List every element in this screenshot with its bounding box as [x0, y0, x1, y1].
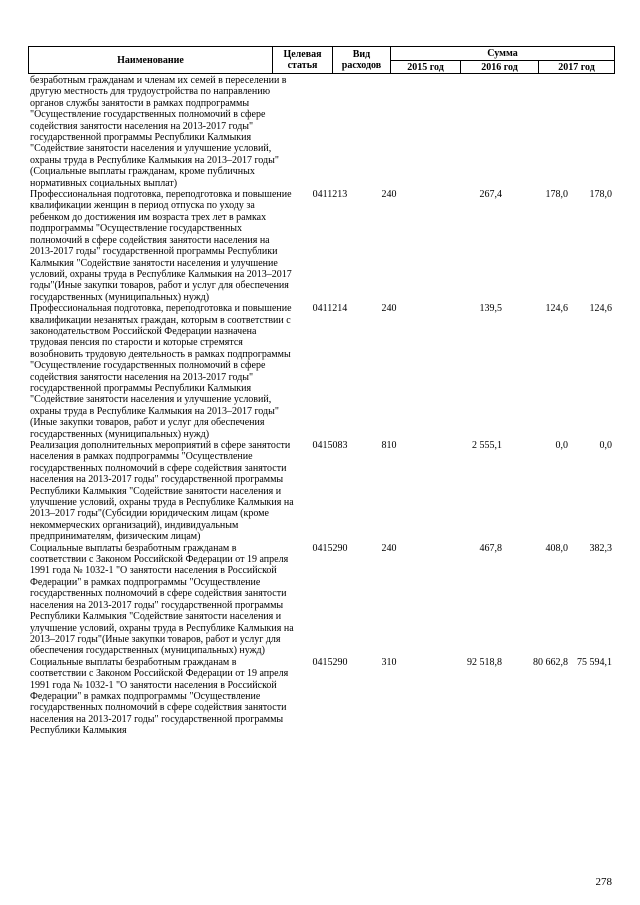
- header-target-article: Целевая статья: [273, 47, 333, 74]
- row-expense-type: 240: [381, 189, 397, 201]
- row-sum-2017: 382,3: [589, 542, 612, 554]
- row-sum-2015: 139,5: [479, 303, 502, 315]
- row-target-article: 0415083: [312, 440, 348, 451]
- header-year-2015: 2015 год: [391, 61, 461, 74]
- row-expense-type: 810: [381, 440, 397, 451]
- row-target-article: 0415290: [312, 656, 348, 668]
- row-name: безработным гражданам и членам их семей в переселении в другую местность для трудоустройства по направлению органов службы занятости в рамках подпрограммы "Осуществление государственных полномочий в сфере содействия занятости населения на 2013-2017 годы" государственной программы Республики Калмыкия "Содействие занятости населения и улучшение условий, охраны труда в Республике Калмыкия на 2013–2017 годы"(Социальные выплаты гражданам, кроме публичных нормативных социальных выплат): [30, 75, 287, 189]
- header-year-2016: 2016 год: [461, 61, 539, 74]
- row-sum-2016: 0,0: [555, 440, 568, 451]
- page-number: 278: [595, 876, 612, 888]
- row-sum-2015: 92 518,8: [467, 656, 502, 668]
- row-sum-2017: 75 594,1: [577, 656, 612, 668]
- row-sum-2016: 124,6: [545, 303, 568, 315]
- table-row: [28, 543, 614, 657]
- table-row: [28, 189, 614, 303]
- row-sum-2016: 178,0: [545, 189, 568, 201]
- table-row: [28, 75, 614, 189]
- row-name: Реализация дополнительных мероприятий в сфере занятости населения в рамках подпрограммы "Осуществление государственных полномочий в сфере содействия занятости населения на 2013-2017 годы" государственной программы Республики Калмыкия "Содействие занятости населения и улучшение условий, охраны труда в Республике Калмыкия на 2013–2017 годы"(Субсидии юридическим лицам (кроме некоммерческих организаций), индивидуальным предпринимателям, физическим лицам): [30, 440, 294, 543]
- row-sum-2017: 124,6: [589, 303, 612, 315]
- header-sum: Сумма: [391, 47, 615, 61]
- row-sum-2015: 2 555,1: [472, 440, 502, 451]
- row-target-article: 0411213: [312, 189, 348, 201]
- row-sum-2017: 0,0: [599, 440, 612, 451]
- table-row: [28, 303, 614, 440]
- table-row: [28, 440, 614, 543]
- row-sum-2015: 267,4: [479, 189, 502, 201]
- row-sum-2015: 467,8: [479, 542, 502, 554]
- row-expense-type: 240: [381, 542, 397, 554]
- row-sum-2017: 178,0: [589, 189, 612, 201]
- row-name: Социальные выплаты безработным гражданам в соответствии с Законом Российской Федерации от 19 апреля 1991 года № 1032-1 "О занятости населения в Российской Федерации" в рамках подпрограммы "Осуществление государственных полномочий в сфере содействия занятости населения на 2013-2017 годы" государственной программы Республики Калмыкия "Содействие занятости населения и улучшение условий, охраны труда в Республике Калмыкия на 2013–2017 годы"(Иные закупки товаров, работ и услуг для обеспечения государственных (муниципальных) нужд): [30, 542, 294, 657]
- table-body: [28, 75, 614, 737]
- table-row: [28, 657, 614, 737]
- row-sum-2016: 408,0: [545, 542, 568, 554]
- row-target-article: 0411214: [312, 303, 348, 315]
- row-sum-2016: 80 662,8: [533, 656, 568, 668]
- row-name: Профессиональная подготовка, переподготовка и повышение квалификации незанятых граждан, которым в соответствии с законодательством Российской Федерации назначена трудовая пенсия по старости и которые стремятся возобновить трудовую деятельность в рамках подпрограммы "Осуществление государственных полномочий в сфере содействия занятости населения на 2013-2017 годы" государственной программы Республики Калмыкия "Содействие занятости населения и улучшение условий, охраны труда в Республике Калмыкия на 2013–2017 годы"(Иные закупки товаров, работ и услуг для обеспечения государственных (муниципальных) нужд): [30, 303, 292, 440]
- row-name: Профессиональная подготовка, переподготовка и повышение квалификации женщин в период отпуска по уходу за ребенком до достижения им возраста трех лет в рамках подпрограммы "Осуществление государственных полномочий в сфере содействия занятости населения на 2013-2017 годы" государственной программы Республики Калмыкия "Содействие занятости населения и улучшение условий, охраны труда в Республике Калмыкия на 2013–2017 годы"(Иные закупки товаров, работ и услуг для обеспечения государственных (муниципальных) нужд): [30, 189, 292, 303]
- row-expense-type: 240: [381, 303, 397, 315]
- header-name: Наименование: [29, 47, 273, 74]
- row-expense-type: 310: [381, 656, 397, 668]
- row-target-article: 0415290: [312, 542, 348, 554]
- table-header: [28, 46, 615, 74]
- row-name: Социальные выплаты безработным гражданам в соответствии с Законом Российской Федерации от 19 апреля 1991 года № 1032-1 "О занятости населения в Российской Федерации" в рамках подпрограммы "Осуществление государственных полномочий в сфере содействия занятости населения на 2013-2017 годы" государственной программы Республики Калмыкия: [30, 656, 289, 737]
- header-expense-type: Вид расходов: [333, 47, 391, 74]
- header-year-2017: 2017 год: [539, 61, 615, 74]
